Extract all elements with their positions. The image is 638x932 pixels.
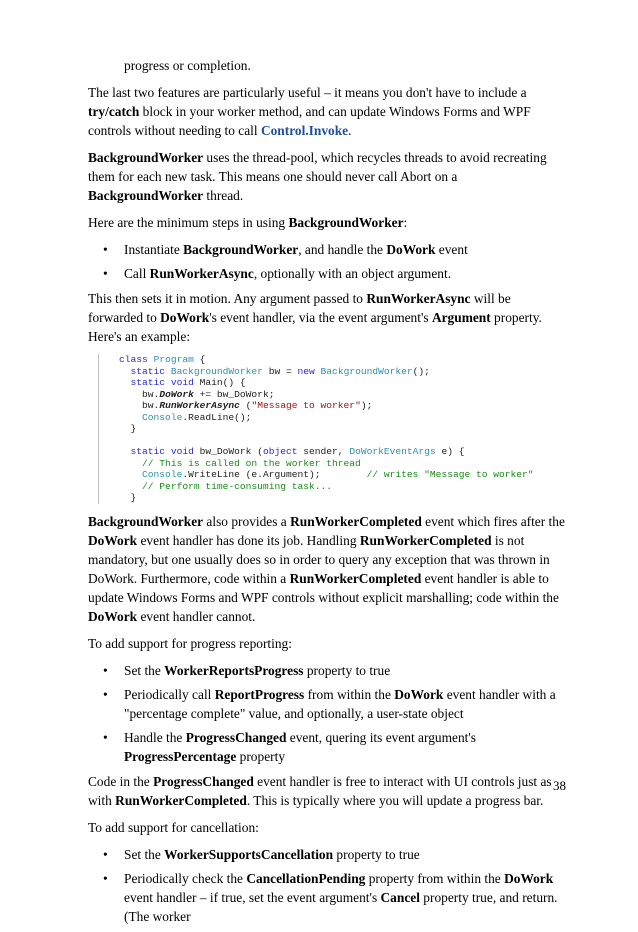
code-text: ( — [239, 400, 252, 411]
term: RunWorkerCompleted — [115, 792, 247, 808]
code-keyword: void — [170, 377, 194, 388]
code-keyword: static — [130, 365, 166, 377]
code-text: bw_DoWork ( — [193, 446, 263, 457]
text: event handler is able to update Windows Forms and WPF controls without explicit marshalling; code within the — [88, 570, 559, 605]
text: property to true — [303, 662, 391, 678]
term-backgroundworker: BackgroundWorker — [88, 150, 204, 165]
term-backgroundworker: BackgroundWorker — [288, 215, 404, 230]
text: event — [435, 242, 468, 257]
text: event handler – if true, set the event argument's — [124, 889, 381, 905]
code-type: BackgroundWorker — [320, 365, 413, 377]
text: property — [236, 748, 286, 764]
term: ProgressPercentage — [124, 748, 237, 764]
paragraph-progresschanged — [88, 772, 566, 810]
code-text: += bw_DoWork; — [193, 388, 275, 400]
paragraph-thread-pool — [88, 148, 566, 205]
text: property true, and return. (The worker — [124, 889, 558, 924]
code-keyword: object — [262, 446, 298, 457]
text: Set the — [124, 662, 165, 678]
text: thread. — [203, 188, 244, 203]
term-backgroundworker: BackgroundWorker — [88, 188, 204, 203]
text: Here are the minimum steps in using — [88, 215, 289, 230]
text: Set the — [124, 846, 165, 862]
term: WorkerReportsProgress — [164, 662, 304, 678]
text: event, quering its event argument's — [286, 729, 477, 745]
term: CancellationPending — [246, 870, 366, 886]
code-text: sender, — [297, 446, 350, 457]
steps-list — [88, 240, 566, 283]
text: block in your worker method, and can update Windows Forms and WPF controls without needing to call — [88, 104, 531, 138]
code-text: } — [130, 423, 137, 434]
code-text: (); — [412, 365, 430, 377]
term: DoWork — [88, 532, 138, 548]
term: ProgressChanged — [185, 729, 287, 745]
text: event handler is free to interact with UI controls just as with — [88, 773, 552, 808]
progress-list — [88, 661, 566, 766]
text: Instantiate — [124, 242, 184, 257]
text: property. Here's an example: — [88, 310, 542, 344]
text: will be forwarded to — [88, 291, 511, 325]
text: . — [348, 123, 352, 138]
code-member: DoWork — [159, 388, 194, 400]
code-text: .ReadLine(); — [182, 411, 252, 423]
cancellation-list — [88, 845, 566, 926]
term: Cancel — [380, 889, 420, 905]
text: : — [403, 215, 408, 230]
code-comment: // writes "Message to worker" — [366, 469, 534, 480]
bullet-icon: • — [103, 846, 108, 862]
term: RunWorkerCompleted — [289, 570, 422, 586]
text: , and handle the — [298, 242, 387, 257]
code-example — [98, 354, 566, 504]
bullet-icon: • — [103, 729, 108, 745]
code-text: e) { — [435, 446, 465, 457]
code-type: DoWorkEventArgs — [349, 446, 436, 457]
code-text: Main() { — [193, 377, 246, 388]
list-item — [88, 845, 566, 864]
code-text: bw. — [142, 400, 160, 411]
bullet-icon: • — [103, 662, 108, 678]
text: Call — [124, 266, 150, 281]
code-keyword: class — [119, 354, 148, 365]
code-string: "Message to worker" — [251, 400, 361, 411]
page-number: 38 — [553, 778, 566, 793]
term: DoWork — [88, 608, 138, 624]
code-text: bw. — [142, 388, 160, 400]
text: event which fires after the — [421, 513, 565, 529]
term: RunWorkerCompleted — [290, 513, 422, 529]
term: DoWork — [160, 310, 210, 325]
text: property from within the — [365, 870, 505, 886]
list-item — [88, 869, 566, 926]
code-type: Program — [153, 354, 194, 365]
list-item — [88, 264, 566, 283]
text: event handler has done its job. Handling — [137, 532, 360, 548]
list-item — [88, 661, 566, 680]
text: also provides a — [203, 513, 291, 529]
bullet-icon: • — [103, 686, 108, 702]
paragraph-runworkercompleted — [88, 512, 566, 626]
bullet-icon: • — [103, 870, 108, 886]
term: RunWorkerAsync — [149, 266, 254, 281]
code-comment: // Perform time-consuming task... — [142, 480, 333, 492]
text: . This is typically where you will update a progress bar. — [246, 792, 544, 808]
control-invoke-link[interactable]: Control.Invoke — [260, 123, 349, 138]
code-keyword: static — [130, 377, 166, 388]
code-text: .WriteLine (e.Argument); — [182, 469, 321, 480]
term: DoWork — [386, 242, 436, 257]
code-text: bw = — [262, 365, 298, 377]
bullet-icon: • — [103, 266, 108, 281]
term: BackgroundWorker — [183, 242, 299, 257]
code-comment: // This is called on the worker thread — [142, 457, 361, 469]
term: WorkerSupportsCancellation — [164, 846, 334, 862]
code-text: } — [130, 492, 137, 503]
text: Code in the — [88, 773, 154, 789]
paragraph-continuation: progress or completion. — [124, 58, 251, 73]
paragraph-progress-heading: To add support for progress reporting: — [88, 635, 292, 651]
text: is not mandatory, but one usually does so in order to query any exception that was thrown in DoWork. Furthermore, code within a — [88, 532, 550, 586]
text: 's event handler, via the event argument's — [209, 310, 432, 325]
term: ReportProgress — [214, 686, 305, 702]
term-try-catch: try/catch — [88, 104, 140, 119]
code-keyword: static — [130, 446, 166, 457]
term: ProgressChanged — [153, 773, 254, 789]
term: Argument — [431, 310, 491, 325]
code-type: Console — [142, 411, 183, 423]
text: uses the thread-pool, which recycles threads to avoid recreating them for each new task. This means one should never call Abort on a — [88, 150, 547, 184]
code-keyword: void — [170, 446, 194, 457]
list-item — [88, 685, 566, 723]
text: Periodically call — [124, 686, 215, 702]
code-keyword: new — [297, 365, 315, 377]
text: This then sets it in motion. Any argument passed to — [88, 291, 367, 306]
text: Periodically check the — [124, 870, 247, 886]
text: event handler with a "percentage complete" value, and optionally, a user-state object — [124, 686, 556, 721]
code-type: Console — [142, 469, 183, 480]
paragraph-sets-in-motion — [88, 289, 566, 346]
list-item — [88, 240, 566, 259]
text: property to true — [333, 846, 420, 862]
text: , optionally with an object argument. — [253, 266, 452, 281]
paragraph-features — [88, 83, 566, 140]
page-content — [88, 56, 566, 932]
term: DoWork — [504, 870, 554, 886]
term: RunWorkerCompleted — [359, 532, 492, 548]
text: event handler cannot. — [137, 608, 256, 624]
text: from within the — [304, 686, 395, 702]
bullet-icon: • — [103, 242, 108, 257]
code-text: ); — [360, 400, 373, 411]
text: Handle the — [124, 729, 186, 745]
term: DoWork — [394, 686, 444, 702]
code-text: { — [193, 354, 206, 365]
term: RunWorkerAsync — [366, 291, 471, 306]
paragraph-cancellation-heading: To add support for cancellation: — [88, 819, 259, 835]
term: BackgroundWorker — [88, 513, 204, 529]
list-item — [88, 728, 566, 766]
paragraph-minimum-steps — [88, 213, 566, 232]
code-member: RunWorkerAsync — [159, 400, 240, 411]
text: The last two features are particularly useful – it means you don't have to include a — [88, 85, 527, 100]
code-type: BackgroundWorker — [170, 365, 263, 377]
